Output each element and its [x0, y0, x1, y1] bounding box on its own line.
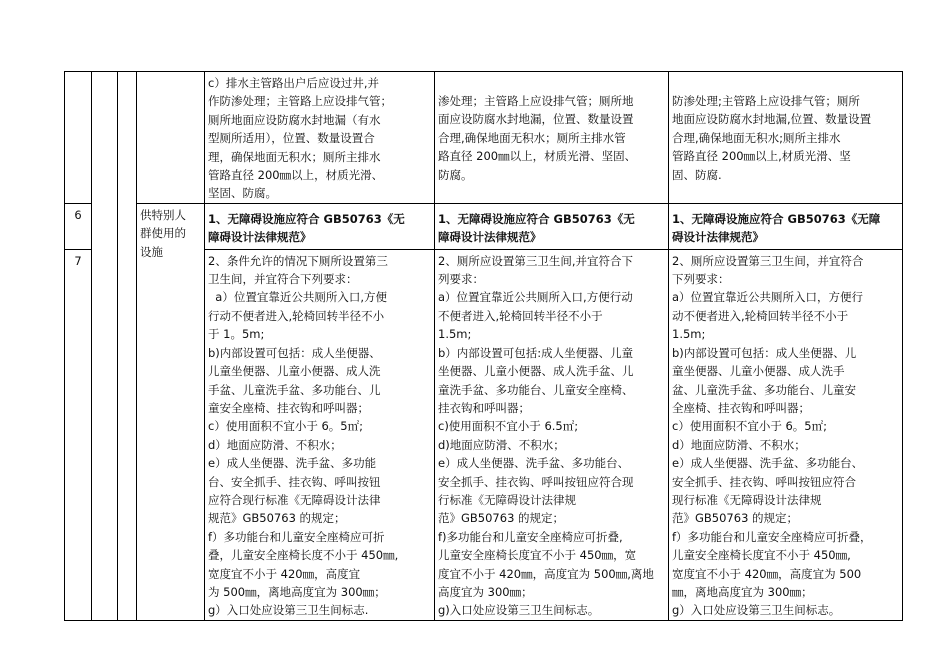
- text-line: b)内部设置可包括：成人坐便器、儿: [672, 345, 857, 360]
- text-line: 1.5m;: [438, 327, 472, 342]
- text-line: a）位置宜靠近公共厕所入口,方便行动: [438, 290, 633, 305]
- text-line: 挂衣钩和呼叫器；: [438, 400, 530, 415]
- text-line: 卫生间，并宜符合下列要求：: [208, 272, 358, 287]
- text-line: 路直径 200㎜以上，材质光滑、坚固、: [438, 149, 637, 164]
- text-line: g)入口处应设第三卫生间标志。: [438, 603, 600, 618]
- text-line: 坐便器、儿童小便器、成人洗手盆、儿: [438, 364, 634, 379]
- text-line: f）多功能台和儿童安全座椅应可折: [208, 529, 385, 544]
- text-line: c)使用面积不宜小于 6.5㎡;: [438, 419, 579, 434]
- requirement-cell-col3: [669, 249, 903, 620]
- text-line: 管路直径 200㎜以上，材质光滑、: [208, 168, 384, 183]
- text-line: 高度宜为 300㎜；: [438, 584, 533, 599]
- text-line: 作防渗处理；主管路上应设排气管；: [208, 94, 392, 109]
- text-line: b）内部设置可包括:成人坐便器、儿童: [438, 345, 634, 360]
- text-line: 儿童坐便器、儿童小便器、成人洗: [208, 364, 381, 379]
- text-line: 障碍设计法律规范》: [438, 230, 542, 245]
- text-line: 障碍设计法律规范》: [208, 230, 312, 245]
- standards-table: [64, 71, 903, 621]
- text-line: 不便者进入,轮椅回转半径不小于: [438, 308, 603, 323]
- requirement-cell-col1: [205, 72, 435, 204]
- text-line: b)内部设置可包括：成人坐便器、: [208, 345, 381, 360]
- category-line: 设施: [140, 244, 163, 259]
- text-line: c）使用面积不宜小于 6。5㎡;: [208, 419, 363, 434]
- text-line: 盆、儿童洗手盆、多功能台、儿童安: [672, 382, 856, 397]
- category-cell: [137, 203, 205, 620]
- text-line: e）成人坐便器、洗手盆、多功能台、: [438, 456, 630, 471]
- text-line: 手盆、儿童洗手盆、多功能台、儿: [208, 382, 381, 397]
- text-line: 列要求：: [438, 272, 484, 287]
- spacer-cell: [92, 72, 118, 621]
- text-line: a）位置宜靠近公共厕所入口,方便: [208, 290, 388, 305]
- row-number-7: 7: [65, 249, 92, 620]
- requirement-cell-col1: [205, 203, 435, 249]
- text-line: 安全抓手、挂衣钩、呼叫按钮应符合现: [438, 474, 634, 489]
- text-line: e）成人坐便器、洗手盆、多功能台、: [672, 456, 864, 471]
- text-line: 渗处理；主管路上应设排气管；厕所地: [438, 94, 634, 108]
- requirement-cell-col2: [435, 72, 669, 204]
- text-line: 范》GB50763 的规定；: [438, 511, 565, 526]
- number-cell-empty: [65, 72, 92, 204]
- text-line: 范》GB50763 的规定；: [672, 511, 799, 526]
- text-line: 童安全座椅、挂衣钩和呼叫器；: [208, 400, 369, 415]
- text-line: 全座椅、挂衣钩和呼叫器；: [672, 400, 810, 415]
- text-line: 宽度宜不小于 420㎜，高度宜为 500: [672, 566, 862, 581]
- text-line: 厕所地面应设防腐水封地漏（有水: [208, 112, 381, 127]
- text-line: d）地面应防滑、不积水；: [672, 437, 806, 452]
- requirement-cell-col2: [435, 249, 669, 620]
- text-line: f)多功能台和儿童安全座椅应可折叠,: [438, 529, 623, 544]
- text-line: 坚固、防腐。: [208, 186, 277, 201]
- requirement-cell-col3: [669, 203, 903, 249]
- text-line: 于 1。5m;: [208, 327, 265, 342]
- requirement-cell-col2: [435, 203, 669, 249]
- text-line: 合理,确保地面无积水；厕所主排水管: [438, 130, 626, 145]
- text-line: 儿童安全座椅长度宜不小于 450㎜,: [672, 548, 851, 563]
- text-line: 儿童安全座椅长度宜不小于 450㎜，宽: [438, 548, 637, 563]
- text-line: 宽度宜不小于 420㎜，高度宜: [208, 566, 361, 581]
- table-row-6: [65, 203, 903, 249]
- text-line: 童洗手盆、多功能台、儿童安全座椅、: [438, 382, 634, 397]
- text-line: 2、厕所应设置第三卫生间,并宜符合下: [438, 253, 633, 268]
- text-line: 防腐。: [438, 167, 473, 182]
- text-line: 管路直径 200㎜以上,材质光滑、坚: [672, 149, 851, 164]
- text-line: 规范》GB50763 的规定；: [208, 511, 346, 526]
- text-line: 应符合现行标准《无障碍设计法律: [208, 492, 381, 507]
- row-number-6: 6: [65, 203, 92, 249]
- text-line: d)地面应防滑、不积水；: [438, 437, 565, 452]
- text-line: 合理,确保地面无积水;厕所主排水: [672, 130, 841, 145]
- text-line: 童坐便器、儿童小便器、成人洗手: [672, 364, 845, 379]
- text-line: 1、无障碍设施应符合 GB50763《无: [438, 211, 635, 226]
- text-line: 度宜不小于 420㎜，高度宜为 500㎜,离地: [438, 566, 654, 581]
- text-line: 安全抓手、挂衣钩、呼叫按钮应符合: [672, 474, 856, 489]
- text-line: 面应设防腐水封地漏，位置、数量设置: [438, 112, 634, 127]
- text-line: ㎜，离地高度宜为 300㎜；: [672, 584, 813, 599]
- text-line: a）位置宜靠近公共厕所入口，方便行: [672, 290, 864, 305]
- text-line: 2、厕所应设置第三卫生间，并宜符合: [672, 253, 864, 268]
- text-line: 1、无障碍设施应符合 GB50763《无: [208, 211, 405, 226]
- text-line: c）使用面积不宜小于 6。5㎡;: [672, 419, 827, 434]
- spacer-cell: [118, 72, 137, 621]
- text-line: 型厕所适用），位置、数量设置合: [208, 131, 375, 146]
- text-line: e）成人坐便器、洗手盆、多功能: [208, 456, 377, 471]
- text-line: 叠，儿童安全座椅长度不小于 450㎜,: [208, 548, 399, 563]
- text-line: 1.5m;: [672, 327, 706, 342]
- text-line: 固、防腐.: [672, 167, 722, 182]
- text-line: c）排水主管路出户后应设过井,并: [208, 76, 379, 90]
- text-line: 行标准《无障碍设计法律规: [438, 492, 576, 507]
- requirement-cell-col3: [669, 72, 903, 204]
- table-row-continuation: [65, 72, 903, 204]
- text-line: 地面应设防腐水封地漏,位置、数量设置: [672, 112, 872, 127]
- text-line: 理，确保地面无积水；厕所主排水: [208, 149, 381, 164]
- text-line: 为 500㎜，离地高度宜为 300㎜；: [208, 584, 386, 599]
- requirement-cell-col1: [205, 249, 435, 620]
- text-line: 动不便者进入,轮椅回转半径不小于: [672, 308, 849, 323]
- text-line: g）入口处应设第三卫生间标志。: [672, 603, 841, 618]
- text-line: 2、条件允许的情况下厕所设置第三: [208, 253, 388, 268]
- text-line: 碍设计法律规范》: [672, 230, 764, 245]
- text-line: 现行标准《无障碍设计法律规: [672, 492, 822, 507]
- category-cell-empty: [137, 72, 205, 204]
- text-line: 1、无障碍设施应符合 GB50763《无障: [672, 211, 881, 226]
- text-line: d）地面应防滑、不积水；: [208, 437, 342, 452]
- category-line: 供特别人: [140, 207, 186, 222]
- text-line: f）多功能台和儿童安全座椅应可折叠，: [672, 529, 872, 544]
- text-line: 防渗处理;主管路上应设排气管；厕所: [672, 94, 860, 108]
- text-line: g）入口处应设第三卫生间标志.: [208, 603, 369, 618]
- text-line: 下列要求：: [672, 272, 730, 287]
- text-line: 行动不便者进入,轮椅回转半径不小: [208, 308, 385, 323]
- text-line: 台、安全抓手、挂衣钩、呼叫按钮: [208, 474, 381, 489]
- category-line: 群使用的: [140, 226, 186, 241]
